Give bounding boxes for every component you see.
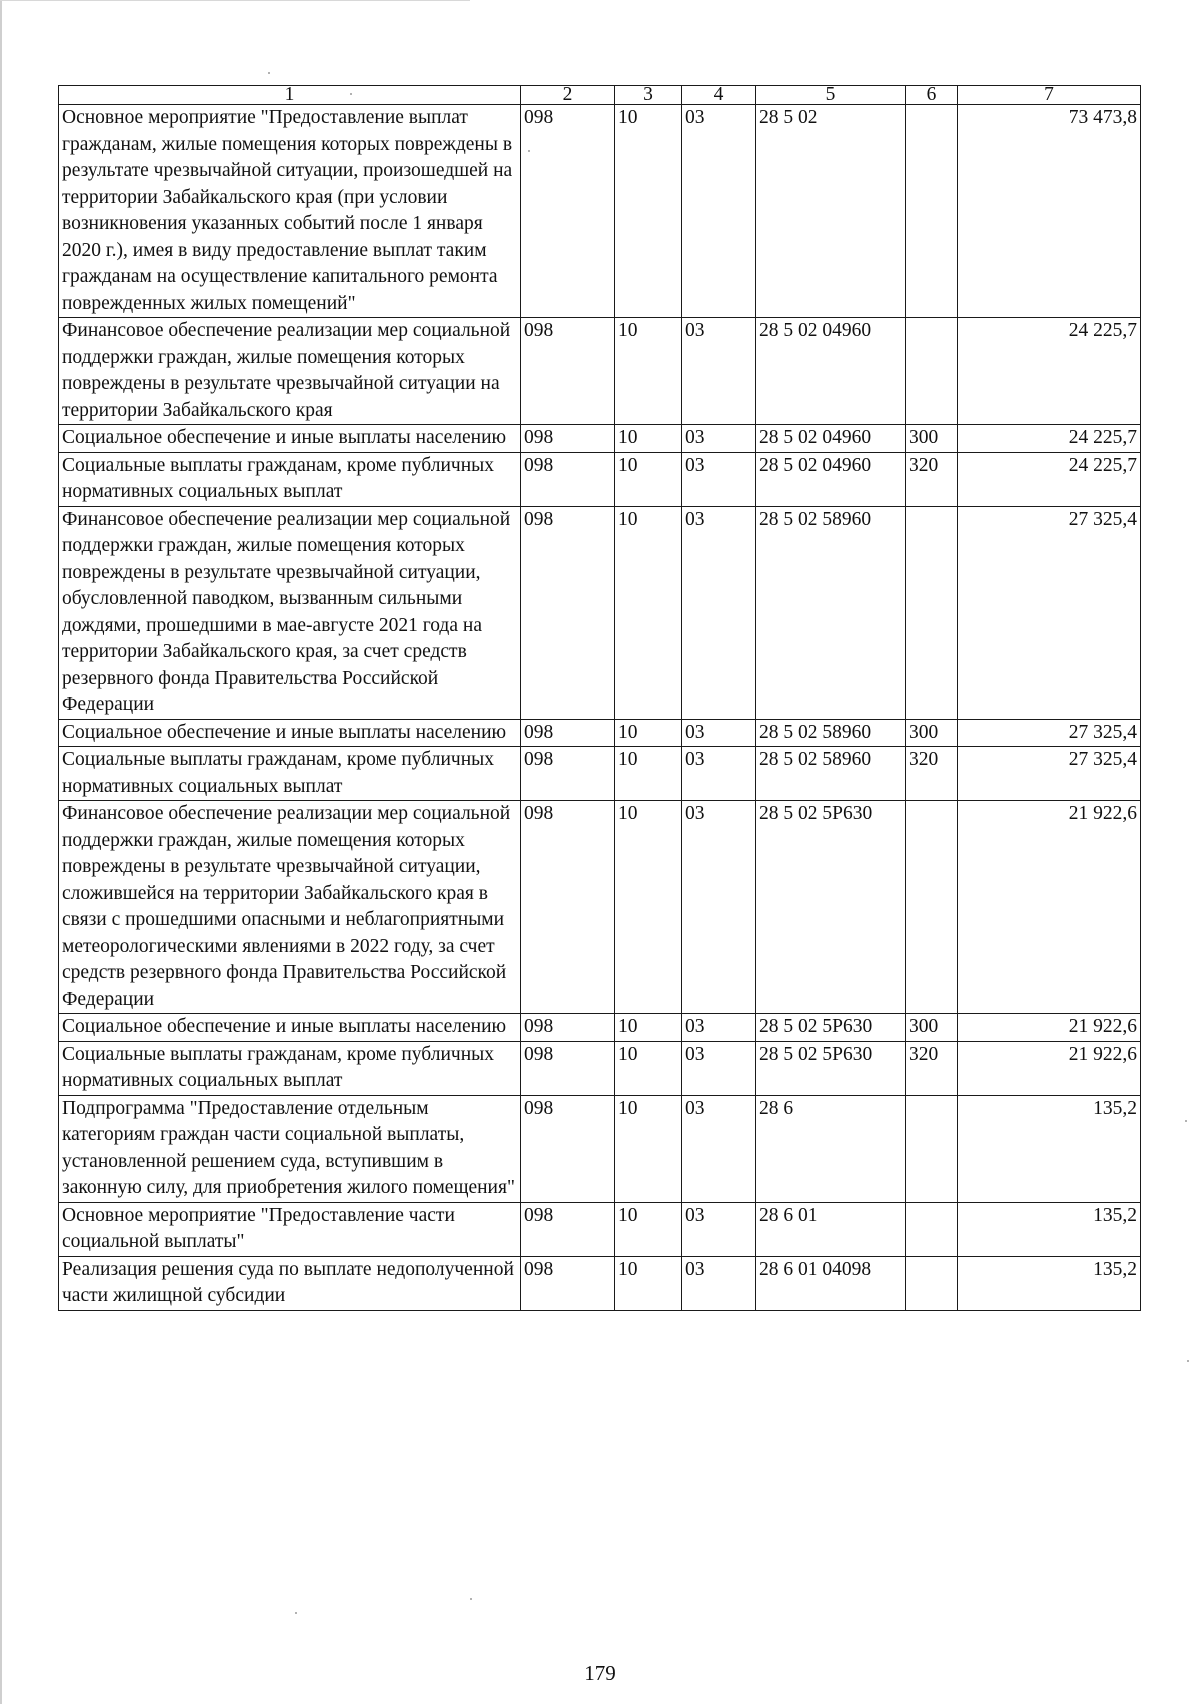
subsection-code-cell: 03 [682, 1014, 756, 1042]
section-code-cell: 10 [615, 318, 682, 425]
target-code-cell: 28 5 02 [756, 105, 906, 318]
table-row [59, 506, 1141, 719]
expense-type-cell [906, 318, 958, 425]
amount-cell: 135,2 [958, 1256, 1141, 1310]
expense-type-cell [906, 1095, 958, 1202]
target-code-cell: 28 5 02 5Р630 [756, 1041, 906, 1095]
row-name-cell: Социальные выплаты гражданам, кроме публичных нормативных социальных выплат [59, 747, 521, 801]
scan-speck [528, 150, 530, 152]
amount-cell: 27 325,4 [958, 747, 1141, 801]
section-code-cell: 10 [615, 747, 682, 801]
amount-cell: 24 225,7 [958, 425, 1141, 453]
scan-edge [0, 0, 2, 1704]
subsection-code-cell: 03 [682, 1095, 756, 1202]
subsection-code-cell: 03 [682, 318, 756, 425]
table-row [59, 318, 1141, 425]
subsection-code-cell: 03 [682, 425, 756, 453]
expense-type-cell [906, 105, 958, 318]
admin-code-cell: 098 [521, 425, 615, 453]
amount-cell: 135,2 [958, 1095, 1141, 1202]
subsection-code-cell: 03 [682, 1202, 756, 1256]
table-row [59, 452, 1141, 506]
admin-code-cell: 098 [521, 1041, 615, 1095]
admin-code-cell: 098 [521, 719, 615, 747]
subsection-code-cell: 03 [682, 801, 756, 1014]
column-number: 6 [906, 86, 958, 105]
row-name-cell: Социальное обеспечение и иные выплаты населению [59, 1014, 521, 1042]
subsection-code-cell: 03 [682, 747, 756, 801]
admin-code-cell: 098 [521, 318, 615, 425]
target-code-cell: 28 5 02 58960 [756, 719, 906, 747]
table-row [59, 801, 1141, 1014]
subsection-code-cell: 03 [682, 105, 756, 318]
admin-code-cell: 098 [521, 1014, 615, 1042]
table-row [59, 1202, 1141, 1256]
target-code-cell: 28 5 02 04960 [756, 318, 906, 425]
row-name-cell: Реализация решения суда по выплате недополученной части жилищной субсидии [59, 1256, 521, 1310]
target-code-cell: 28 5 02 58960 [756, 747, 906, 801]
scan-speck [1187, 1360, 1189, 1362]
amount-cell: 24 225,7 [958, 318, 1141, 425]
table-row [59, 719, 1141, 747]
subsection-code-cell: 03 [682, 719, 756, 747]
section-code-cell: 10 [615, 1014, 682, 1042]
expense-type-cell: 320 [906, 1041, 958, 1095]
scan-speck [295, 1612, 297, 1614]
scan-speck [268, 72, 270, 74]
row-name-cell: Финансовое обеспечение реализации мер социальной поддержки граждан, жилые помещения которых повреждены в результате чрезвычайной ситуации, обусловленной паводком, вызванным сильными дождями, прошедшими в мае-августе 2021 года на территории Забайкальского края, за счет средств резервного фонда Правительства Российской Федерации [59, 506, 521, 719]
column-number: 7 [958, 86, 1141, 105]
row-name-cell: Социальные выплаты гражданам, кроме публичных нормативных социальных выплат [59, 452, 521, 506]
section-code-cell: 10 [615, 1256, 682, 1310]
budget-table [58, 85, 1141, 1311]
table-row [59, 425, 1141, 453]
expense-type-cell: 300 [906, 425, 958, 453]
subsection-code-cell: 03 [682, 1256, 756, 1310]
admin-code-cell: 098 [521, 105, 615, 318]
amount-cell: 73 473,8 [958, 105, 1141, 318]
table-header-row [59, 86, 1141, 105]
target-code-cell: 28 6 01 [756, 1202, 906, 1256]
page-number: 179 [584, 1661, 616, 1685]
scan-top-line [0, 0, 470, 1]
section-code-cell: 10 [615, 801, 682, 1014]
column-number: 5 [756, 86, 906, 105]
amount-cell: 21 922,6 [958, 1041, 1141, 1095]
scan-speck [1185, 1120, 1187, 1122]
amount-cell: 21 922,6 [958, 801, 1141, 1014]
expense-type-cell: 300 [906, 719, 958, 747]
target-code-cell: 28 5 02 5Р630 [756, 801, 906, 1014]
column-number: 2 [521, 86, 615, 105]
section-code-cell: 10 [615, 1095, 682, 1202]
expense-type-cell [906, 1256, 958, 1310]
row-name-cell: Социальные выплаты гражданам, кроме публичных нормативных социальных выплат [59, 1041, 521, 1095]
expense-type-cell [906, 1202, 958, 1256]
section-code-cell: 10 [615, 506, 682, 719]
section-code-cell: 10 [615, 1202, 682, 1256]
subsection-code-cell: 03 [682, 506, 756, 719]
section-code-cell: 10 [615, 425, 682, 453]
subsection-code-cell: 03 [682, 1041, 756, 1095]
expense-type-cell [906, 506, 958, 719]
row-name-cell: Финансовое обеспечение реализации мер социальной поддержки граждан, жилые помещения которых повреждены в результате чрезвычайной ситуации, сложившейся на территории Забайкальского края в связи с прошедшими опасными и неблагоприятными метеорологическими явлениями в 2022 году, за счет средств резервного фонда Правительства Российской Федерации [59, 801, 521, 1014]
admin-code-cell: 098 [521, 747, 615, 801]
amount-cell: 24 225,7 [958, 452, 1141, 506]
row-name-cell: Социальное обеспечение и иные выплаты населению [59, 425, 521, 453]
expense-type-cell: 320 [906, 747, 958, 801]
table-row [59, 1256, 1141, 1310]
expense-type-cell: 300 [906, 1014, 958, 1042]
amount-cell: 21 922,6 [958, 1014, 1141, 1042]
admin-code-cell: 098 [521, 1095, 615, 1202]
admin-code-cell: 098 [521, 1202, 615, 1256]
section-code-cell: 10 [615, 1041, 682, 1095]
table-row [59, 1014, 1141, 1042]
row-name-cell: Финансовое обеспечение реализации мер социальной поддержки граждан, жилые помещения которых повреждены в результате чрезвычайной ситуации на территории Забайкальского края [59, 318, 521, 425]
section-code-cell: 10 [615, 452, 682, 506]
target-code-cell: 28 5 02 58960 [756, 506, 906, 719]
table-row [59, 747, 1141, 801]
table-row [59, 1041, 1141, 1095]
section-code-cell: 10 [615, 105, 682, 318]
target-code-cell: 28 5 02 5Р630 [756, 1014, 906, 1042]
column-number: 4 [682, 86, 756, 105]
scan-speck [350, 93, 352, 95]
target-code-cell: 28 6 [756, 1095, 906, 1202]
column-number: 1 [59, 86, 521, 105]
row-name-cell: Подпрограмма "Предоставление отдельным категориям граждан части социальной выплаты, установленной решением суда, вступившим в законную силу, для приобретения жилого помещения" [59, 1095, 521, 1202]
row-name-cell: Социальное обеспечение и иные выплаты населению [59, 719, 521, 747]
amount-cell: 135,2 [958, 1202, 1141, 1256]
table-row [59, 105, 1141, 318]
table-row [59, 1095, 1141, 1202]
target-code-cell: 28 6 01 04098 [756, 1256, 906, 1310]
section-code-cell: 10 [615, 719, 682, 747]
amount-cell: 27 325,4 [958, 719, 1141, 747]
admin-code-cell: 098 [521, 801, 615, 1014]
subsection-code-cell: 03 [682, 452, 756, 506]
admin-code-cell: 098 [521, 506, 615, 719]
target-code-cell: 28 5 02 04960 [756, 425, 906, 453]
admin-code-cell: 098 [521, 452, 615, 506]
row-name-cell: Основное мероприятие "Предоставление выплат гражданам, жилые помещения которых повреждены в результате чрезвычайной ситуации, произошедшей на территории Забайкальского края (при условии возникновения указанных событий после 1 января 2020 г.), имея в виду предоставление выплат таким гражданам на осуществление капитального ремонта поврежденных жилых помещений" [59, 105, 521, 318]
expense-type-cell: 320 [906, 452, 958, 506]
row-name-cell: Основное мероприятие "Предоставление части социальной выплаты" [59, 1202, 521, 1256]
amount-cell: 27 325,4 [958, 506, 1141, 719]
admin-code-cell: 098 [521, 1256, 615, 1310]
scan-speck [470, 1598, 472, 1600]
expense-type-cell [906, 801, 958, 1014]
column-number: 3 [615, 86, 682, 105]
target-code-cell: 28 5 02 04960 [756, 452, 906, 506]
